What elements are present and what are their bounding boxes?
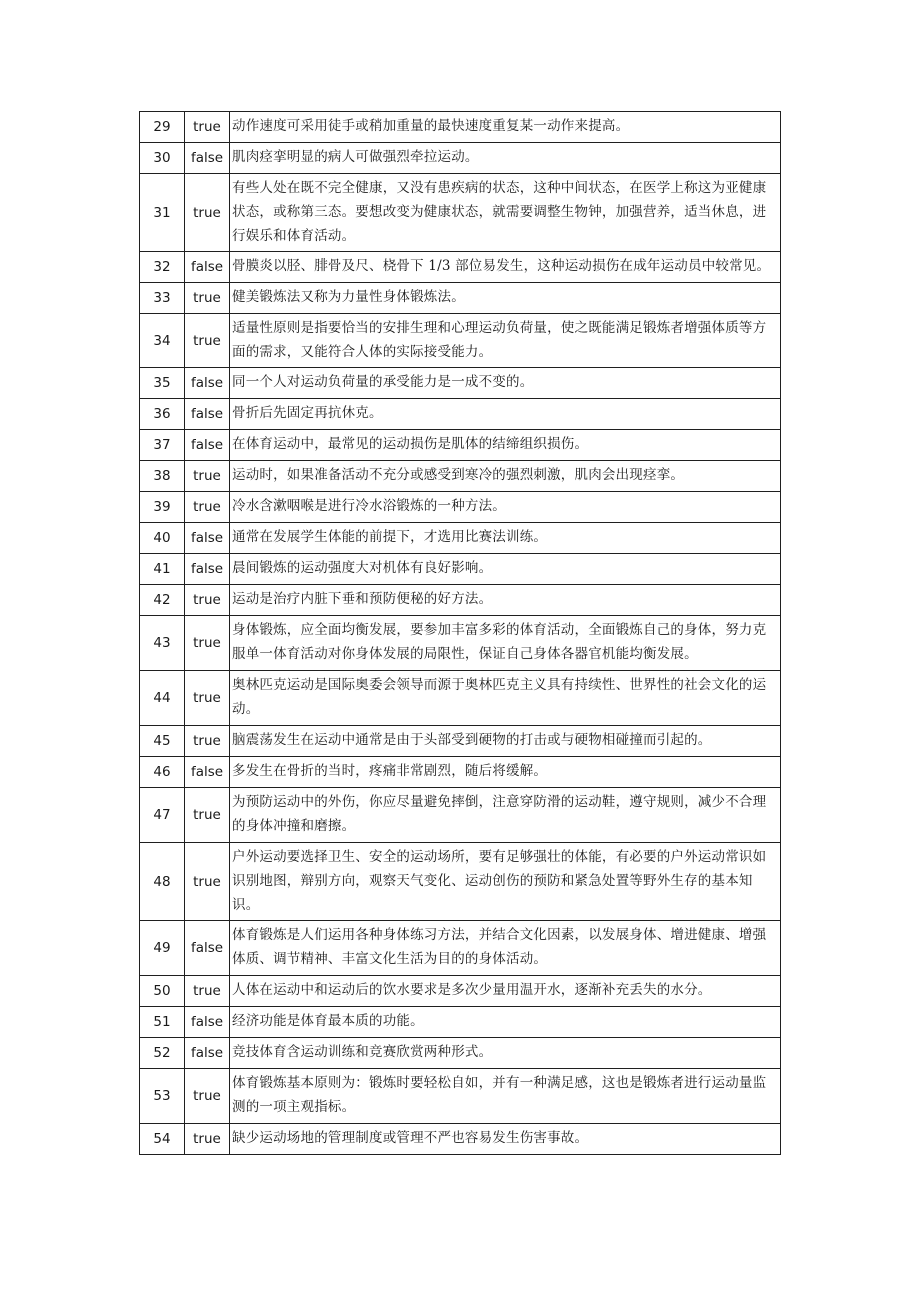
answer-value: true xyxy=(185,671,230,726)
table-row xyxy=(140,788,781,843)
answer-value: true xyxy=(185,976,230,1007)
table-row xyxy=(140,174,781,252)
question-number: 41 xyxy=(140,554,185,585)
answer-value: true xyxy=(185,283,230,314)
answer-value: false xyxy=(185,554,230,585)
answer-value: true xyxy=(185,585,230,616)
table-row xyxy=(140,726,781,757)
question-number: 37 xyxy=(140,430,185,461)
question-text: 多发生在骨折的当时，疼痛非常剧烈，随后将缓解。 xyxy=(230,757,781,788)
answer-value: false xyxy=(185,252,230,283)
answer-value: false xyxy=(185,1038,230,1069)
answer-value: false xyxy=(185,757,230,788)
question-text: 奥林匹克运动是国际奥委会领导而源于奥林匹克主义具有持续性、世界性的社会文化的运动。 xyxy=(230,671,781,726)
question-text: 运动是治疗内脏下垂和预防便秘的好方法。 xyxy=(230,585,781,616)
table-row xyxy=(140,843,781,921)
question-text: 冷水含漱咽喉是进行冷水浴锻炼的一种方法。 xyxy=(230,492,781,523)
table-row xyxy=(140,976,781,1007)
question-number: 47 xyxy=(140,788,185,843)
question-text: 脑震荡发生在运动中通常是由于头部受到硬物的打击或与硬物相碰撞而引起的。 xyxy=(230,726,781,757)
question-text: 肌肉痉挛明显的病人可做强烈牵拉运动。 xyxy=(230,143,781,174)
question-text: 竞技体育含运动训练和竞赛欣赏两种形式。 xyxy=(230,1038,781,1069)
answer-value: false xyxy=(185,143,230,174)
question-number: 53 xyxy=(140,1069,185,1124)
table-row xyxy=(140,492,781,523)
answer-value: true xyxy=(185,314,230,368)
table-row xyxy=(140,585,781,616)
table-row xyxy=(140,430,781,461)
table-row xyxy=(140,523,781,554)
question-text: 体育锻炼基本原则为：锻炼时要轻松自如，并有一种满足感，这也是锻炼者进行运动量监测的一项主观指标。 xyxy=(230,1069,781,1124)
table-row xyxy=(140,671,781,726)
question-number: 29 xyxy=(140,112,185,143)
table-row xyxy=(140,314,781,368)
question-text: 有些人处在既不完全健康，又没有患疾病的状态，这种中间状态，在医学上称这为亚健康状态，或称第三态。要想改变为健康状态，就需要调整生物钟，加强营养，适当休息，进行娱乐和体育活动。 xyxy=(230,174,781,252)
question-number: 52 xyxy=(140,1038,185,1069)
question-text: 体育锻炼是人们运用各种身体练习方法，并结合文化因素，以发展身体、增进健康、增强体质、调节精神、丰富文化生活为目的的身体活动。 xyxy=(230,921,781,976)
answer-value: true xyxy=(185,788,230,843)
question-text: 同一个人对运动负荷量的承受能力是一成不变的。 xyxy=(230,368,781,399)
answer-value: false xyxy=(185,368,230,399)
answer-value: false xyxy=(185,430,230,461)
table-row xyxy=(140,112,781,143)
table-row xyxy=(140,399,781,430)
question-text: 骨折后先固定再抗休克。 xyxy=(230,399,781,430)
question-number: 31 xyxy=(140,174,185,252)
question-number: 49 xyxy=(140,921,185,976)
question-text: 户外运动要选择卫生、安全的运动场所，要有足够强壮的体能，有必要的户外运动常识如识别地图，辩别方向，观察天气变化、运动创伤的预防和紧急处置等野外生存的基本知识。 xyxy=(230,843,781,921)
table-row xyxy=(140,757,781,788)
question-number: 33 xyxy=(140,283,185,314)
answer-value: true xyxy=(185,492,230,523)
question-text: 适量性原则是指要恰当的安排生理和心理运动负荷量，使之既能满足锻炼者增强体质等方面的需求，又能符合人体的实际接受能力。 xyxy=(230,314,781,368)
answer-value: true xyxy=(185,1069,230,1124)
answer-table xyxy=(139,111,781,1155)
question-text: 通常在发展学生体能的前提下，才选用比赛法训练。 xyxy=(230,523,781,554)
question-number: 36 xyxy=(140,399,185,430)
question-text: 骨膜炎以胫、腓骨及尺、桡骨下 1/3 部位易发生，这种运动损伤在成年运动员中较常见。 xyxy=(230,252,781,283)
table-row xyxy=(140,143,781,174)
question-text: 在体育运动中，最常见的运动损伤是肌体的结缔组织损伤。 xyxy=(230,430,781,461)
question-number: 34 xyxy=(140,314,185,368)
question-number: 38 xyxy=(140,461,185,492)
question-number: 35 xyxy=(140,368,185,399)
table-row xyxy=(140,252,781,283)
question-text: 人体在运动中和运动后的饮水要求是多次少量用温开水，逐渐补充丢失的水分。 xyxy=(230,976,781,1007)
answer-value: false xyxy=(185,523,230,554)
question-number: 44 xyxy=(140,671,185,726)
question-text: 经济功能是体育最本质的功能。 xyxy=(230,1007,781,1038)
question-number: 43 xyxy=(140,616,185,671)
answer-value: true xyxy=(185,461,230,492)
question-number: 45 xyxy=(140,726,185,757)
table-row xyxy=(140,921,781,976)
question-text: 运动时，如果准备活动不充分或感受到寒冷的强烈刺激，肌肉会出现痉挛。 xyxy=(230,461,781,492)
question-number: 51 xyxy=(140,1007,185,1038)
question-number: 48 xyxy=(140,843,185,921)
question-number: 42 xyxy=(140,585,185,616)
question-number: 46 xyxy=(140,757,185,788)
question-text: 为预防运动中的外伤，你应尽量避免摔倒，注意穿防滑的运动鞋，遵守规则，减少不合理的身体冲撞和磨擦。 xyxy=(230,788,781,843)
table-row xyxy=(140,461,781,492)
table-row xyxy=(140,283,781,314)
answer-value: true xyxy=(185,112,230,143)
document-page xyxy=(139,111,781,1155)
question-number: 30 xyxy=(140,143,185,174)
answer-table-body xyxy=(140,112,781,1155)
question-text: 健美锻炼法又称为力量性身体锻炼法。 xyxy=(230,283,781,314)
question-text: 身体锻炼，应全面均衡发展，要参加丰富多彩的体育活动，全面锻炼自己的身体，努力克服单一体育活动对你身体发展的局限性，保证自己身体各器官机能均衡发展。 xyxy=(230,616,781,671)
table-row xyxy=(140,1038,781,1069)
answer-value: true xyxy=(185,843,230,921)
question-number: 54 xyxy=(140,1124,185,1155)
question-text: 晨间锻炼的运动强度大对机体有良好影响。 xyxy=(230,554,781,585)
question-text: 缺少运动场地的管理制度或管理不严也容易发生伤害事故。 xyxy=(230,1124,781,1155)
table-row xyxy=(140,368,781,399)
answer-value: false xyxy=(185,1007,230,1038)
answer-value: false xyxy=(185,921,230,976)
table-row xyxy=(140,1124,781,1155)
question-number: 32 xyxy=(140,252,185,283)
table-row xyxy=(140,1007,781,1038)
answer-value: true xyxy=(185,616,230,671)
question-text: 动作速度可采用徒手或稍加重量的最快速度重复某一动作来提高。 xyxy=(230,112,781,143)
answer-value: false xyxy=(185,399,230,430)
answer-value: true xyxy=(185,726,230,757)
table-row xyxy=(140,616,781,671)
question-number: 50 xyxy=(140,976,185,1007)
question-number: 39 xyxy=(140,492,185,523)
answer-value: true xyxy=(185,1124,230,1155)
table-row xyxy=(140,1069,781,1124)
question-number: 40 xyxy=(140,523,185,554)
answer-value: true xyxy=(185,174,230,252)
table-row xyxy=(140,554,781,585)
